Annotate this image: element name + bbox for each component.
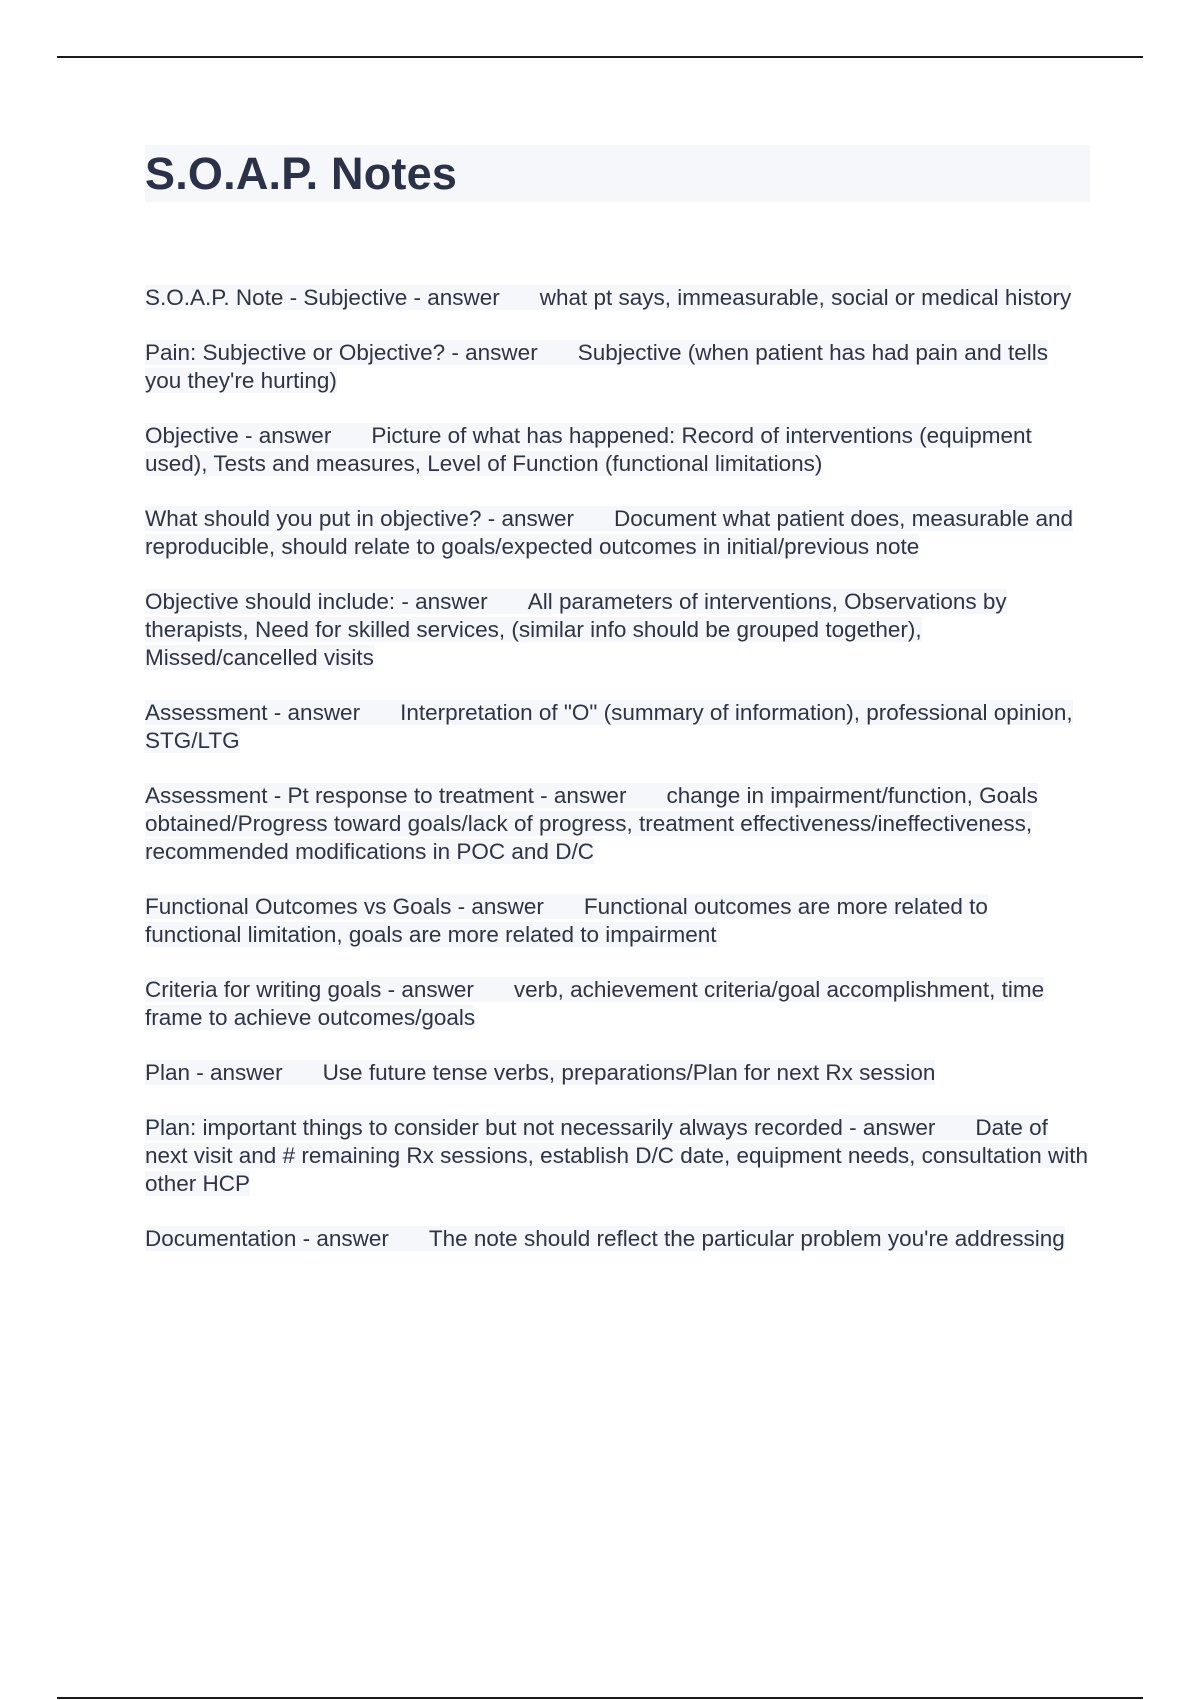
qa-item — [145, 588, 1090, 672]
qa-list — [145, 284, 1090, 1280]
qa-answer: Interpretation of "O" (summary of information), professional opinion, STG/LTG — [145, 700, 1073, 753]
qa-item — [145, 284, 1090, 312]
qa-answer: Use future tense verbs, preparations/Plan for next Rx session — [322, 1060, 936, 1085]
bottom-rule — [57, 1697, 1143, 1699]
qa-question: Plan - answer — [145, 1060, 283, 1085]
qa-answer: The note should reflect the particular problem you're addressing — [428, 1226, 1065, 1251]
qa-answer: verb, achievement criteria/goal accomplishment, time frame to achieve outcomes/goals — [145, 977, 1045, 1030]
qa-question: Assessment - answer — [145, 700, 361, 725]
qa-answer: Date of next visit and # remaining Rx sessions, establish D/C date, equipment needs, consultation with other HCP — [145, 1115, 1089, 1196]
qa-question: Documentation - answer — [145, 1226, 389, 1251]
qa-question: Objective - answer — [145, 423, 332, 448]
qa-question: Plan: important things to consider but not necessarily always recorded - answer — [145, 1115, 936, 1140]
qa-answer: All parameters of interventions, Observations by therapists, Need for skilled services, (similar info should be grouped together), Missed/cancelled visits — [145, 589, 1007, 670]
qa-answer: Subjective (when patient has had pain and tells you they're hurting) — [145, 340, 1049, 393]
qa-question: Assessment - Pt response to treatment - answer — [145, 783, 627, 808]
qa-item — [145, 1059, 1090, 1087]
qa-answer: Functional outcomes are more related to functional limitation, goals are more related to impairment — [145, 894, 988, 947]
qa-item — [145, 893, 1090, 949]
qa-item — [145, 505, 1090, 561]
qa-question: S.O.A.P. Note - Subjective - answer — [145, 285, 500, 310]
qa-question: Objective should include: - answer — [145, 589, 488, 614]
page-title: S.O.A.P. Notes — [145, 148, 458, 199]
qa-question: Criteria for writing goals - answer — [145, 977, 474, 1002]
qa-item — [145, 422, 1090, 478]
qa-answer: Picture of what has happened: Record of interventions (equipment used), Tests and measures, Level of Function (functional limitations) — [145, 423, 1032, 476]
qa-item — [145, 976, 1090, 1032]
qa-question: Functional Outcomes vs Goals - answer — [145, 894, 544, 919]
qa-answer: Document what patient does, measurable and reproducible, should relate to goals/expected outcomes in initial/previous note — [145, 506, 1074, 559]
qa-question: What should you put in objective? - answer — [145, 506, 574, 531]
qa-item — [145, 1225, 1090, 1253]
qa-item — [145, 782, 1090, 866]
qa-item — [145, 1114, 1090, 1198]
qa-item — [145, 339, 1090, 395]
qa-item — [145, 699, 1090, 755]
qa-question: Pain: Subjective or Objective? - answer — [145, 340, 538, 365]
qa-answer: change in impairment/function, Goals obtained/Progress toward goals/lack of progress, treatment effectiveness/ineffectiveness, recommended modifications in POC and D/C — [145, 783, 1038, 864]
qa-answer: what pt says, immeasurable, social or medical history — [539, 285, 1072, 310]
top-rule — [57, 56, 1143, 58]
